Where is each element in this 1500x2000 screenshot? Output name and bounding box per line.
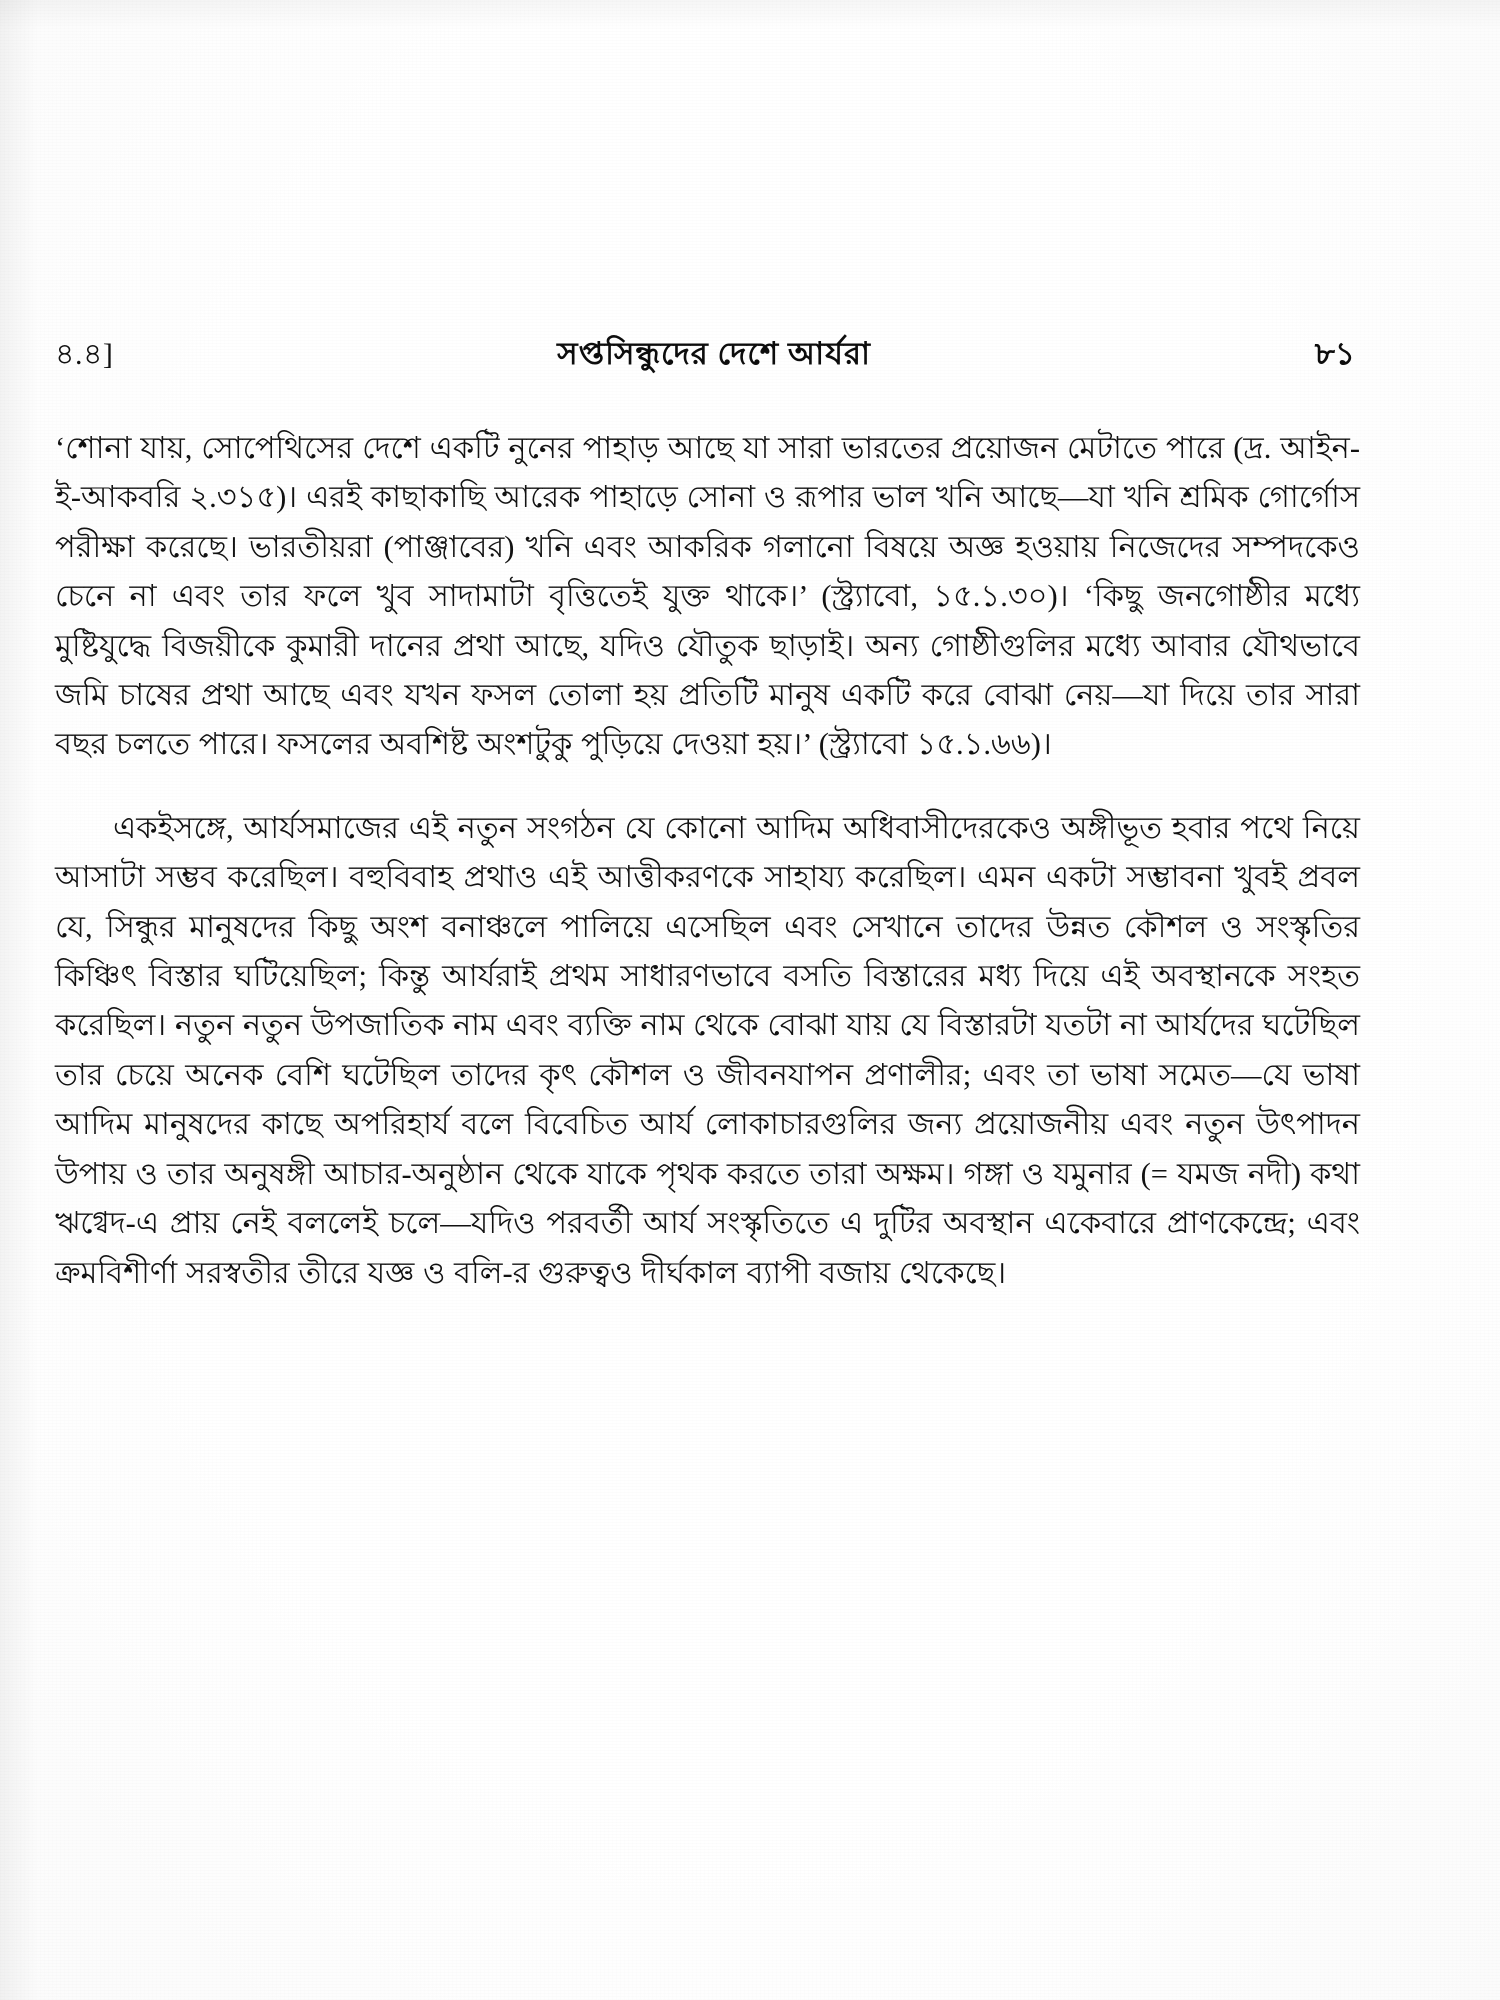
body-text	[55, 424, 1360, 1298]
section-number: ৪.৪]	[55, 338, 114, 371]
page-number: ৮১	[1314, 336, 1355, 371]
page-content	[55, 330, 1395, 1332]
running-title: সপ্তসিন্ধুদের দেশে আর্যরা	[557, 336, 872, 371]
paragraph-1: ‘শোনা যায়, সোপেথিসের দেশে একটি নুনের পাহাড় আছে যা সারা ভারতের প্রয়োজন মেটাতে পারে (দ্র. আইন-ই-আকবরি ২.৩১৫)। এরই কাছাকাছি আরেক পাহাড়ে সোনা ও রূপার ভাল খনি আছে—যা খনি শ্রমিক গোর্গোস পরীক্ষা করেছে। ভারতীয়রা (পাঞ্জাবের) খনি এবং আকরিক গলানো বিষয়ে অজ্ঞ হওয়ায় নিজেদের সম্পদকেও চেনে না এবং তার ফলে খুব সাদামাটা বৃত্তিতেই যুক্ত থাকে।’ (স্ট্র্যাবো, ১৫.১.৩০)। ‘কিছু জনগোষ্ঠীর মধ্যে মুষ্টিযুদ্ধে বিজয়ীকে কুমারী দানের প্রথা আছে, যদিও যৌতুক ছাড়াই। অন্য গোষ্ঠীগুলির মধ্যে আবার যৌথভাবে জমি চাষের প্রথা আছে এবং যখন ফসল তোলা হয় প্রতিটি মানুষ একটি করে বোঝা নেয়—যা দিয়ে তার সারা বছর চলতে পারে। ফসলের অবশিষ্ট অংশটুকু পুড়িয়ে দেওয়া হয়।’ (স্ট্র্যাবো ১৫.১.৬৬)।	[55, 431, 1360, 762]
running-header	[55, 330, 1365, 382]
paragraph-2: একইসঙ্গে, আর্যসমাজের এই নতুন সংগঠন যে কোনো আদিম অধিবাসীদেরকেও অঙ্গীভূত হবার পথে নিয়ে আসাটা সম্ভব করেছিল। বহুবিবাহ প্রথাও এই আত্তীকরণকে সাহায্য করেছিল। এমন একটা সম্ভাবনা খুবই প্রবল যে, সিন্ধুর মানুষদের কিছু অংশ বনাঞ্চলে পালিয়ে এসেছিল এবং সেখানে তাদের উন্নত কৌশল ও সংস্কৃতির কিঞ্চিৎ বিস্তার ঘটিয়েছিল; কিন্তু আর্যরাই প্রথম সাধারণভাবে বসতি বিস্তারের মধ্য দিয়ে এই অবস্থানকে সংহত করেছিল। নতুন নতুন উপজাতিক নাম এবং ব্যক্তি নাম থেকে বোঝা যায় যে বিস্তারটা যতটা না আর্যদের ঘটেছিল তার চেয়ে অনেক বেশি ঘটেছিল তাদের কৃৎ কৌশল ও জীবনযাপন প্রণালীর; এবং তা ভাষা সমেত—যে ভাষা আদিম মানুষদের কাছে অপরিহার্য বলে বিবেচিত আর্য লোকাচারগুলির জন্য প্রয়োজনীয় এবং নতুন উৎপাদন উপায় ও তার অনুষঙ্গী আচার-অনুষ্ঠান থেকে যাকে পৃথক করতে তারা অক্ষম। গঙ্গা ও যমুনার (= যমজ নদী) কথা ঋগ্বেদ-এ প্রায় নেই বললেই চলে—যদিও পরবর্তী আর্য সংস্কৃতিতে এ দুটির অবস্থান একেবারে প্রাণকেন্দ্রে; এবং ক্রমবিশীর্ণা সরস্বতীর তীরে যজ্ঞ ও বলি-র গুরুত্বও দীর্ঘকাল ব্যাপী বজায় থেকেছে।	[55, 810, 1360, 1290]
